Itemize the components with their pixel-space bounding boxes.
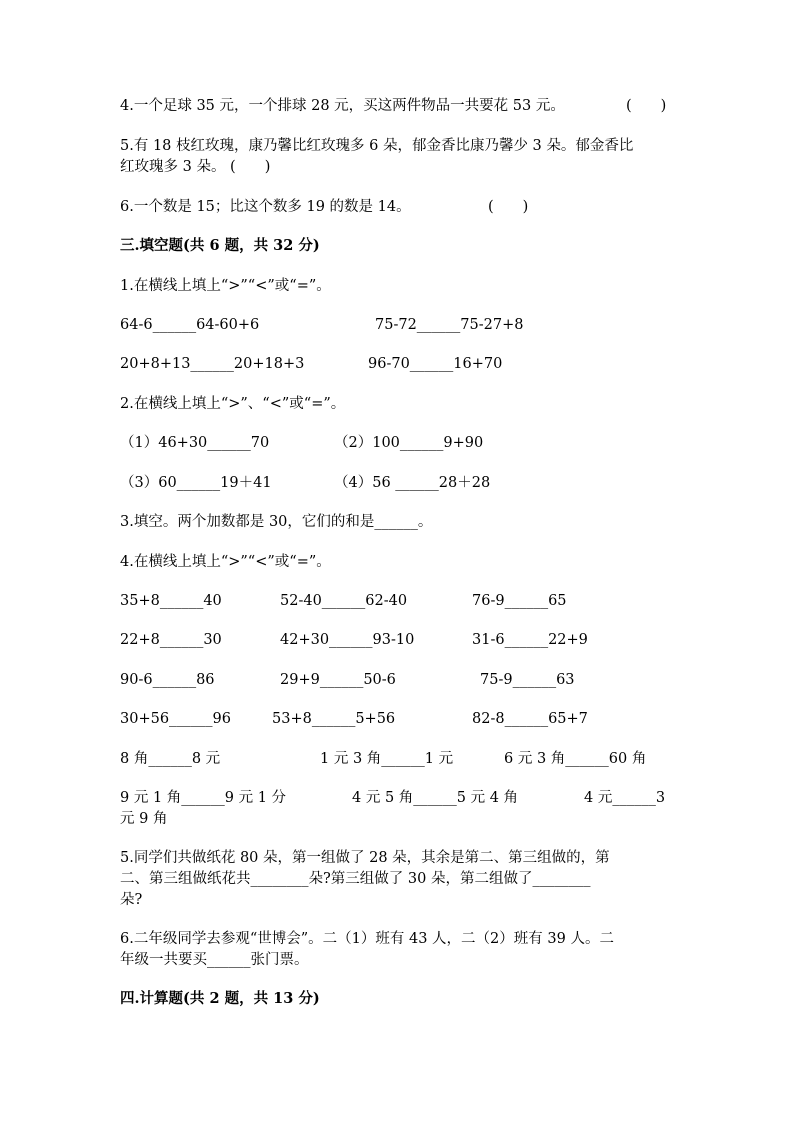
judge-q6-answer-paren[interactable]: ( ) xyxy=(488,199,529,215)
fill-q3: 3.填空。两个加数都是 30，它们的和是______。 xyxy=(120,514,433,530)
fill-q4-item: 42+30______93-10 xyxy=(280,632,415,648)
judge-q5-line1: 5.有 18 枝红玫瑰，康乃馨比红玫瑰多 6 朵，郁金香比康乃馨少 3 朵。郁金香比 xyxy=(120,138,634,154)
fill-q4-item: 35+8______40 xyxy=(120,593,222,609)
section-4-title: 四.计算题(共 2 题，共 13 分) xyxy=(120,990,320,1007)
fill-q2-item: （2）100______9+90 xyxy=(334,435,484,451)
fill-q2-item: （3）60______19＋41 xyxy=(120,475,272,491)
fill-q4-item: 76-9______65 xyxy=(472,593,567,609)
fill-q4-item: 31-6______22+9 xyxy=(472,632,588,648)
fill-q5-line2: 二、第三组做纸花共________朵?第三组做了 30 朵，第二组做了________ xyxy=(120,871,591,887)
fill-q4-item: 4 元______3 xyxy=(584,790,666,806)
fill-q4-item: 9 元 1 角______9 元 1 分 xyxy=(120,790,287,806)
fill-q1-item: 64-6______64-60+6 xyxy=(120,317,260,333)
fill-q2-prompt: 2.在横线上填上“>”、“<”或“=”。 xyxy=(120,396,346,412)
fill-q4-item-wrap: 元 9 角 xyxy=(120,811,168,827)
fill-q4-item: 75-9______63 xyxy=(480,672,575,688)
fill-q4-prompt: 4.在横线上填上“>”“<”或“=”。 xyxy=(120,554,331,570)
fill-q5-line3: 朵? xyxy=(120,892,143,908)
fill-q4-item: 1 元 3 角______1 元 xyxy=(320,751,454,767)
section-3-title: 三.填空题(共 6 题，共 32 分) xyxy=(120,237,320,254)
fill-q4-item: 29+9______50-6 xyxy=(280,672,396,688)
fill-q1-prompt: 1.在横线上填上“>”“<”或“=”。 xyxy=(120,278,331,294)
fill-q1-item: 75-72______75-27+8 xyxy=(375,317,524,333)
fill-q2-item: （4）56 ______28＋28 xyxy=(334,475,491,491)
fill-q4-item: 53+8______5+56 xyxy=(272,711,396,727)
judge-q4: 4.一个足球 35 元，一个排球 28 元，买这两件物品一共要花 53 元。 xyxy=(120,98,565,114)
fill-q4-item: 90-6______86 xyxy=(120,672,215,688)
fill-q4-item: 30+56______96 xyxy=(120,711,232,727)
fill-q4-item: 4 元 5 角______5 元 4 角 xyxy=(352,790,519,806)
fill-q4-item: 52-40______62-40 xyxy=(280,593,408,609)
fill-q5-line1: 5.同学们共做纸花 80 朵，第一组做了 28 朵，其余是第二、第三组做的，第 xyxy=(120,850,610,866)
judge-q6: 6.一个数是 15；比这个数多 19 的数是 14。 xyxy=(120,199,411,215)
judge-q5-line2: 红玫瑰多 3 朵。 ( ) xyxy=(120,159,271,175)
fill-q1-item: 20+8+13______20+18+3 xyxy=(120,356,305,372)
fill-q4-item: 6 元 3 角______60 角 xyxy=(504,751,647,767)
judge-q4-answer-paren[interactable]: ( ) xyxy=(626,98,667,114)
fill-q4-item: 22+8______30 xyxy=(120,632,222,648)
fill-q1-item: 96-70______16+70 xyxy=(368,356,503,372)
fill-q6-line2: 年级一共要买______张门票。 xyxy=(120,952,309,968)
fill-q2-item: （1）46+30______70 xyxy=(120,435,270,451)
fill-q4-item: 82-8______65+7 xyxy=(472,711,588,727)
fill-q6-line1: 6.二年级同学去参观“世博会”。二（1）班有 43 人，二（2）班有 39 人。二 xyxy=(120,931,614,947)
fill-q4-item: 8 角______8 元 xyxy=(120,751,221,767)
